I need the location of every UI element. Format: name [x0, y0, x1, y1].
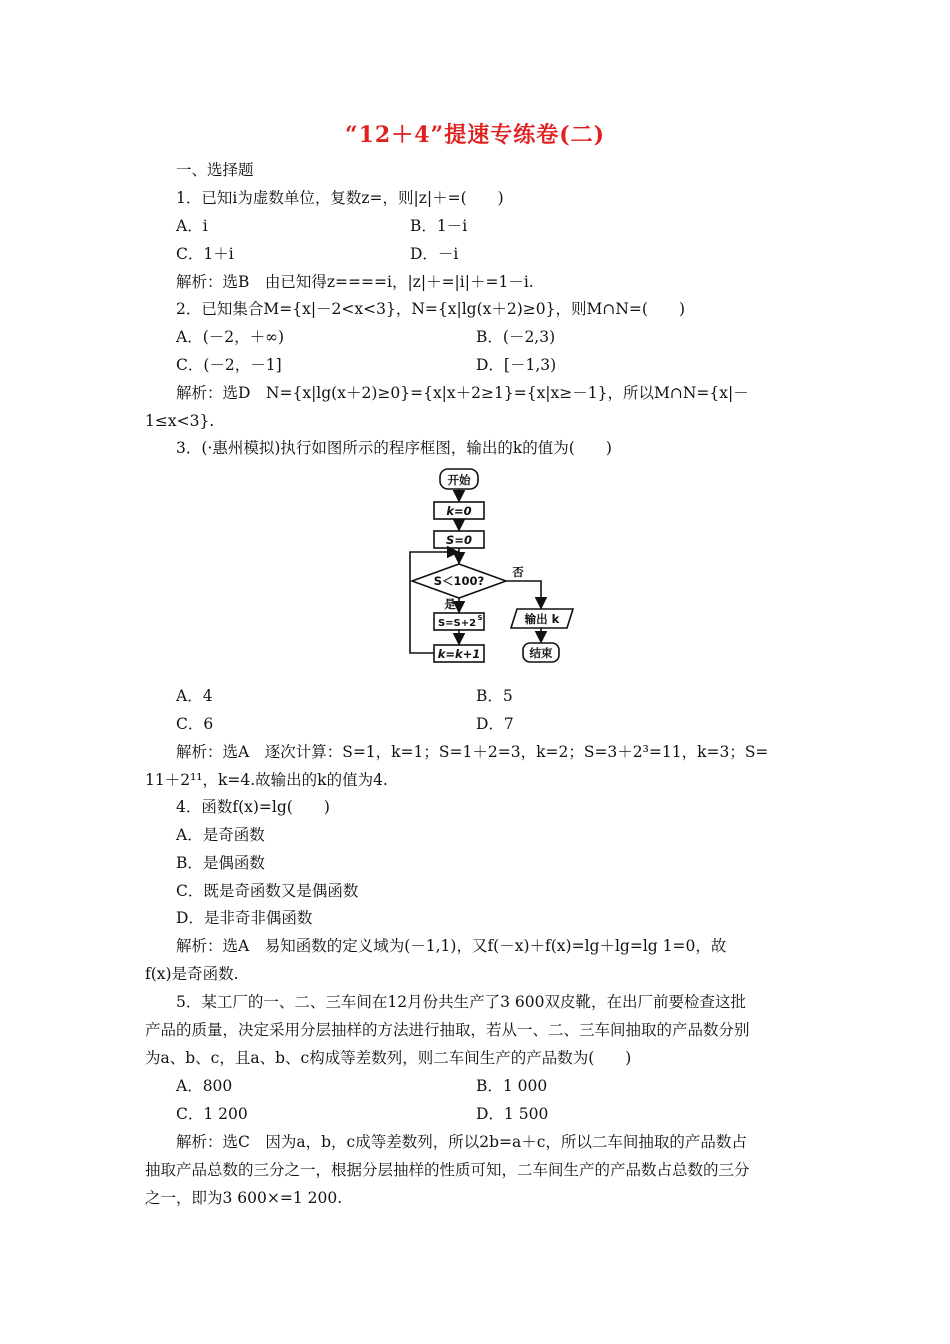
flow-update-s-label: S=S+2 — [437, 618, 477, 629]
question-4-option-b: B．是偶函数 — [176, 854, 265, 872]
question-2-option-a: A．(－2，＋∞) — [176, 328, 285, 346]
question-4-stem: 4．函数f(x)=lg( ) — [176, 798, 330, 816]
question-2-option-b: B．(－2,3) — [476, 328, 556, 346]
question-3-solution-line-2: 11＋2¹¹，k=4.故输出的k的值为4. — [145, 771, 388, 789]
question-5-solution-line-1: 解析：选C 因为a，b，c成等差数列，所以2b=a＋c，所以二车间抽取的产品数占 — [176, 1133, 747, 1151]
question-4-solution-line-2: f(x)是奇函数. — [145, 965, 239, 983]
question-5-option-b: B．1 000 — [476, 1077, 548, 1095]
program-flowchart — [400, 466, 590, 678]
flow-output-label: 输出 k — [524, 612, 560, 626]
question-1-option-b: B．1－i — [410, 217, 468, 235]
question-5-option-a: A．800 — [176, 1077, 233, 1095]
flow-yes-label: 是 — [444, 597, 456, 611]
section-heading: 一、选择题 — [176, 161, 254, 179]
flow-init-k-label: k=0 — [446, 504, 472, 518]
question-3-option-a: A．4 — [176, 687, 213, 705]
question-3-option-c: C．6 — [176, 715, 214, 733]
question-5-solution-line-3: 之一，即为3 600×=1 200. — [145, 1189, 343, 1207]
question-5-stem-line-3: 为a、b、c，且a、b、c构成等差数列，则二车间生产的产品数为( ) — [145, 1049, 632, 1067]
question-2-stem: 2．已知集合M={x|－2<x<3}，N={x|lg(x＋2)≥0}，则M∩N=( ) — [176, 300, 686, 318]
question-3-option-b: B．5 — [476, 687, 513, 705]
flow-end-label: 结束 — [529, 646, 553, 660]
question-4-option-a: A．是奇函数 — [176, 826, 265, 844]
question-5-solution-line-2: 抽取产品总数的三分之一，根据分层抽样的性质可知，二车间生产的产品数占总数的三分 — [145, 1161, 750, 1179]
flow-start-label: 开始 — [447, 473, 471, 487]
question-2-solution-line-1: 解析：选D N={x|lg(x＋2)≥0}={x|x＋2≥1}={x|x≥－1}，所以M∩N={x|－ — [176, 384, 749, 402]
flow-init-s-label: S=0 — [446, 533, 472, 547]
question-3-stem: 3．(·惠州模拟)执行如图所示的程序框图，输出的k的值为( ) — [176, 439, 612, 457]
question-1-solution: 解析：选B 由已知得z====i，|z|＋=|i|＋=1－i. — [176, 273, 534, 291]
question-2-option-d: D．[－1,3) — [476, 356, 557, 374]
question-5-stem-line-1: 5．某工厂的一、二、三车间在12月份共生产了3 600双皮靴，在出厂前要检查这批 — [176, 993, 746, 1011]
question-5-option-c: C．1 200 — [176, 1105, 248, 1123]
flow-no-label: 否 — [512, 565, 524, 579]
question-1-stem: 1．已知i为虚数单位，复数z=，则|z|＋=( ) — [176, 189, 504, 207]
question-3-option-d: D．7 — [476, 715, 514, 733]
page-title: “12＋4”提速专练卷(二) — [344, 122, 606, 148]
question-4-option-c: C．既是奇函数又是偶函数 — [176, 882, 359, 900]
question-1-option-d: D．－i — [410, 245, 459, 263]
flow-condition-label: S＜100? — [433, 574, 485, 588]
question-3-solution-line-1: 解析：选A 逐次计算：S=1，k=1；S=1＋2=3，k=2；S=3＋2³=11，k=3；S= — [176, 743, 769, 761]
flow-update-s-exponent: S — [477, 614, 483, 622]
question-4-solution-line-1: 解析：选A 易知函数的定义域为(－1,1)，又f(－x)＋f(x)=lg＋lg=lg 1=0，故 — [176, 937, 727, 955]
question-5-option-d: D．1 500 — [476, 1105, 549, 1123]
question-2-option-c: C．(－2，－1] — [176, 356, 282, 374]
question-1-option-c: C．1＋i — [176, 245, 234, 263]
question-2-solution-line-2: 1≤x<3}. — [145, 412, 215, 430]
question-4-option-d: D．是非奇非偶函数 — [176, 909, 313, 927]
flow-update-k-label: k=k+1 — [437, 647, 481, 661]
question-1-option-a: A．i — [176, 217, 208, 235]
question-5-stem-line-2: 产品的质量，决定采用分层抽样的方法进行抽取，若从一、二、三车间抽取的产品数分别 — [145, 1021, 750, 1039]
